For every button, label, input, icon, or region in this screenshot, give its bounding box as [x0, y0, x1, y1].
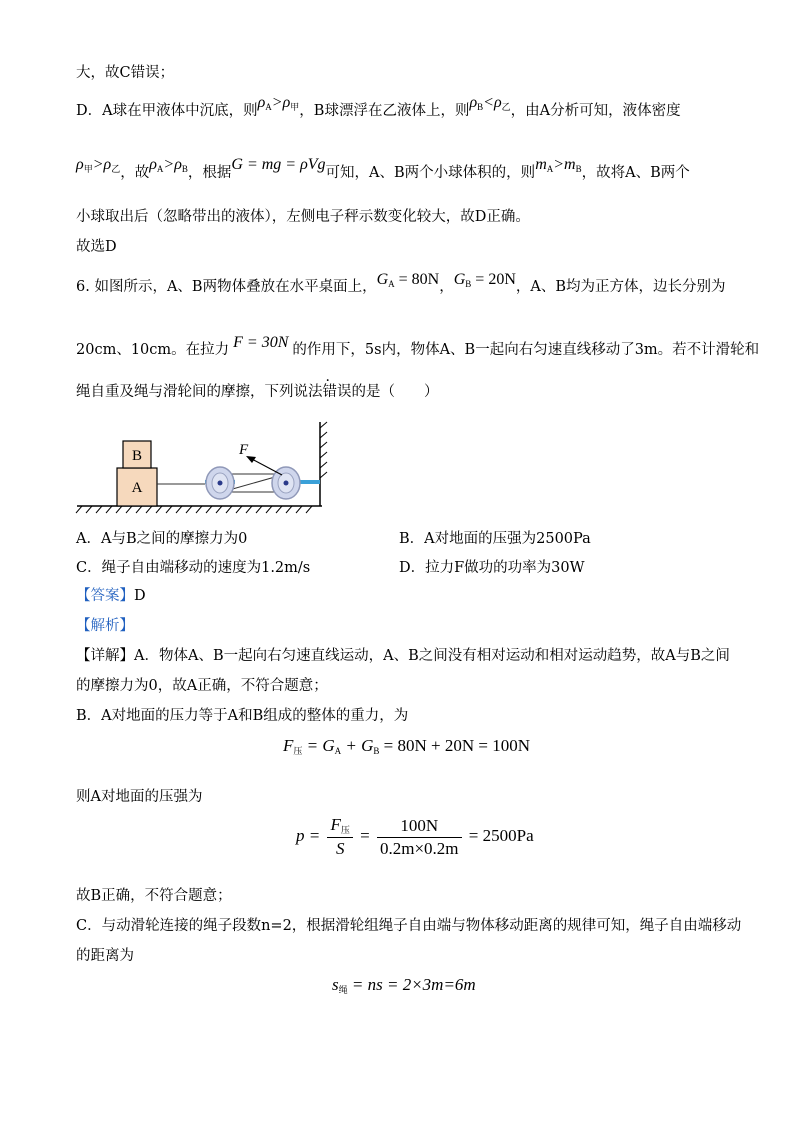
question-stem: 绳自重及绳与滑轮间的摩擦，下列说法错误的是（ ）	[76, 384, 439, 400]
detail-line: 的距离为	[76, 948, 134, 964]
detail-line: C．与动滑轮连接的绳子段数n=2，根据滑轮组绳子自由端与物体移动距离的规律可知，绳子自由端移动	[76, 918, 742, 934]
equation-pressure: p = $\frac{F_压}{S}$ = $\frac{100N}{0.2m\times 0.2m}$ = 2500Pa	[296, 815, 534, 858]
block-b-label: B	[131, 448, 143, 464]
text-line: D．A球在甲液体中沉底，则$\rho_A>\rho_甲$，B球漂浮在乙液体上，则$\rho_B<\rho_乙$，由A分析可知，液体密度	[76, 94, 681, 119]
answer-label: 【答案】	[76, 588, 134, 604]
analysis-label: 【解析】	[76, 618, 134, 634]
text-line: 大，故C错误；	[76, 65, 175, 81]
option-d: D．拉力F做功的功率为30W	[399, 560, 585, 576]
text-line: $\rho_甲>\rho_乙$，故$\rho_A>\rho_B$，根据G = mg = ρVg可知，A、B两个小球体积的，则$m_A>m_B$，故将A、B两个	[76, 156, 690, 181]
detail-line: 故B正确，不符合题意；	[76, 888, 232, 904]
option-a: A．A与B之间的摩擦力为0	[76, 531, 248, 547]
question-stem: 20cm、10cm。在拉力 F = 30N 的作用下，5s内，物体A、B一起向右匀速直线移动了3m。若不计滑轮和	[76, 334, 760, 358]
movable-pulley	[206, 467, 234, 499]
analysis-line	[76, 616, 134, 636]
equation-distance: $s_绳$ = ns = 2×3m=6m	[332, 975, 476, 995]
force-arrow	[250, 458, 282, 475]
detail-line: 则A对地面的压强为	[76, 789, 203, 805]
floor-hatching	[76, 506, 312, 513]
force-label: F	[239, 442, 249, 458]
detail-label: 【详解】	[76, 648, 134, 664]
option-c: C．绳子自由端移动的速度为1.2m/s	[76, 560, 311, 576]
answer-line: 【答案】D	[76, 588, 146, 604]
block-a-label: A	[131, 480, 143, 496]
detail-line: 的摩擦力为0，故A正确，不符合题意；	[76, 678, 328, 694]
pulley-diagram	[72, 414, 332, 514]
question-stem: 6. 如图所示，A、B两物体叠放在水平桌面上，$G_A = 80N$，$G_B = 20N$，A、B均为正方体，边长分别为	[76, 271, 726, 295]
text-line: 故选D	[76, 239, 117, 255]
wall-hatching	[320, 422, 327, 478]
equation-force: $F_压 = G_A + G_B = 80N + 20N = 100N$	[283, 736, 531, 756]
detail-line: B．A对地面的压力等于A和B组成的整体的重力，为	[76, 708, 409, 724]
option-b: B．A对地面的压强为2500Pa	[399, 531, 591, 547]
detail-line: 【详解】A．物体A、B一起向右匀速直线运动，A、B之间没有相对运动和相对运动趋势，故A与B之间	[76, 648, 730, 664]
text-line: 小球取出后（忽略带出的液体），左侧电子秤示数变化较大，故D正确。	[76, 209, 530, 225]
